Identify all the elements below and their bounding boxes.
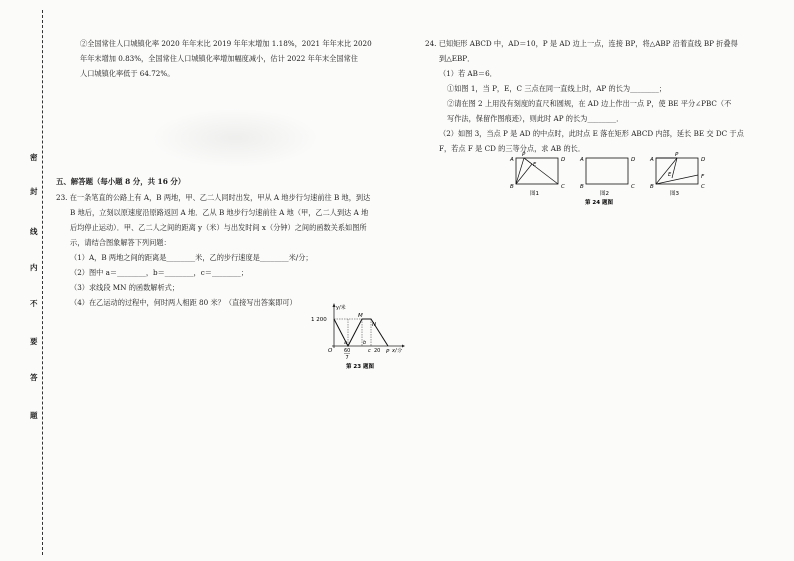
label-a: A bbox=[650, 157, 654, 163]
rectangle-abcd bbox=[586, 158, 628, 184]
x-axis-arrow bbox=[402, 345, 405, 348]
q23-stem-line: 23. 在一条笔直的公路上有 A，B 两地，甲、乙二人同时出发，甲从 A 地步行匀速前往 B 地，到达 bbox=[56, 193, 371, 202]
label-c: C bbox=[561, 184, 565, 190]
distance-polyline bbox=[334, 319, 388, 346]
segment-be bbox=[516, 164, 532, 184]
point-p-label: P bbox=[386, 349, 390, 355]
q23-graph-svg bbox=[310, 300, 410, 370]
section-heading: 五、解答题（每小题 8 分，共 16 分） bbox=[56, 177, 186, 186]
label-b: B bbox=[580, 184, 584, 190]
label-b: B bbox=[650, 184, 654, 190]
seal-char: 不 bbox=[30, 299, 38, 308]
tick-frac-num: 60 bbox=[344, 348, 351, 354]
origin-label: O bbox=[328, 348, 333, 354]
q24-figures bbox=[500, 150, 710, 210]
label-f: F bbox=[701, 174, 705, 180]
figure-2 bbox=[579, 157, 635, 197]
q24-figures-svg bbox=[500, 150, 710, 206]
label-c: C bbox=[701, 184, 705, 190]
label-a: A bbox=[510, 157, 514, 163]
label-b: B bbox=[510, 184, 514, 190]
point-m-label: M bbox=[358, 313, 363, 319]
seal-char: 密 bbox=[30, 153, 38, 162]
figure-1 bbox=[509, 152, 565, 197]
label-d: D bbox=[631, 157, 636, 163]
label-d: D bbox=[561, 157, 566, 163]
question-23 bbox=[56, 190, 412, 310]
tick-c-label: c bbox=[368, 348, 371, 354]
segment-bp bbox=[516, 158, 524, 184]
q23-part-1: （1）A，B 两地之间的距离是________米，乙的步行速度是________米/分； bbox=[70, 253, 313, 262]
seal-char: 要 bbox=[30, 337, 38, 346]
q23-stem-line: B 地后，立刻以原速度沿原路返回 A 地．乙从 B 地步行匀速前往 A 地（甲，乙二人到达 A 地 bbox=[70, 208, 369, 217]
q23-part-4: （4）在乙运动的过程中，何时两人相距 80 米？（直接写出答案即可） bbox=[70, 298, 297, 307]
label-e: E bbox=[668, 172, 672, 178]
previous-answer-text bbox=[56, 36, 412, 81]
seal-char: 题 bbox=[30, 411, 38, 420]
tick-20-label: 20 bbox=[374, 348, 381, 354]
q24-stem-line: 到△EBP． bbox=[439, 54, 475, 63]
tick-frac-den: 7 bbox=[345, 355, 349, 361]
question-24 bbox=[425, 36, 775, 156]
q24-stem-line: 24. 已知矩形 ABCD 中，AD＝10，P 是 AD 边上一点，连接 BP，将△ABP 沿着直线 BP 折叠得 bbox=[425, 39, 738, 48]
q24-part-2-cont: F，若点 F 是 CD 的三等分点，求 AB 的长． bbox=[439, 144, 586, 153]
tick-a-label: a bbox=[344, 340, 348, 346]
q24-part-1-sub1: ①如图 1，当 P，E，C 三点在同一直线上时，AP 的长为________； bbox=[447, 84, 667, 93]
label-p: P bbox=[522, 152, 526, 158]
y-tick-label: 1 200 bbox=[311, 317, 327, 323]
q24-part-1-sub2: ②请在图 2 上用没有刻度的直尺和圆规，在 AD 边上作出一点 P，使 BE 平分∠PBC（不 bbox=[447, 99, 732, 108]
q23-part-2: （2）图中 a＝________，b＝________，c＝________； bbox=[70, 268, 248, 277]
x-axis-label: x/分 bbox=[392, 348, 402, 354]
segment-pe bbox=[524, 158, 532, 164]
figure-3 bbox=[649, 152, 705, 197]
y-axis-label: y/米 bbox=[336, 305, 346, 311]
q23-part-3: （3）求线段 MN 的函数解析式； bbox=[70, 283, 180, 292]
q23-stem-line: 示，请结合图象解答下列问题： bbox=[70, 238, 171, 247]
tick-b-label: b bbox=[363, 340, 367, 346]
q24-part-1-sub2-cont: 写作法，保留作图痕迹），则此时 AP 的长为________． bbox=[447, 114, 624, 123]
seal-char: 答 bbox=[30, 373, 38, 382]
q24-part-2: （2）如图 3，当点 P 是 AD 的中点时，此时点 E 落在矩形 ABCD 内部，延长 BE 交 DC 于点 bbox=[439, 129, 744, 138]
label-a: A bbox=[580, 157, 584, 163]
text-line: 人口城镇化率低于 64.72%。 bbox=[80, 69, 175, 78]
figure-1-label: 图1 bbox=[530, 191, 539, 197]
q24-figure-caption: 第 24 题图 bbox=[585, 200, 613, 206]
figure-3-label: 图3 bbox=[670, 191, 679, 197]
label-p: P bbox=[675, 152, 679, 158]
show-through-smudge bbox=[150, 108, 320, 168]
q23-graph bbox=[310, 300, 410, 374]
rectangle-abcd bbox=[516, 158, 558, 184]
point-n-label: N bbox=[372, 322, 377, 328]
rectangle-abcd bbox=[656, 158, 698, 184]
seal-char: 封 bbox=[30, 187, 38, 196]
figure-2-label: 图2 bbox=[600, 191, 609, 197]
q23-graph-caption: 第 23 题图 bbox=[346, 364, 374, 370]
label-e: E bbox=[533, 162, 537, 168]
binding-dashed-line bbox=[42, 10, 43, 555]
q23-stem-line: 后均停止运动）．甲、乙二人之间的距离 y（米）与出发时间 x（分钟）之间的函数关系如图所 bbox=[70, 223, 367, 232]
seal-char: 线 bbox=[30, 227, 38, 236]
q24-part-1: （1）若 AB＝6． bbox=[439, 69, 497, 78]
label-d: D bbox=[701, 157, 706, 163]
text-line: ②全国常住人口城镇化率 2020 年年末比 2019 年年末增加 1.18%，2021 年年末比 2020 bbox=[80, 39, 372, 48]
text-line: 年年末增加 0.83%，全国常住人口城镇化率增加幅度减小，估计 2022 年年末全国常住 bbox=[80, 54, 358, 63]
label-c: C bbox=[631, 184, 635, 190]
seal-char: 内 bbox=[30, 263, 38, 272]
